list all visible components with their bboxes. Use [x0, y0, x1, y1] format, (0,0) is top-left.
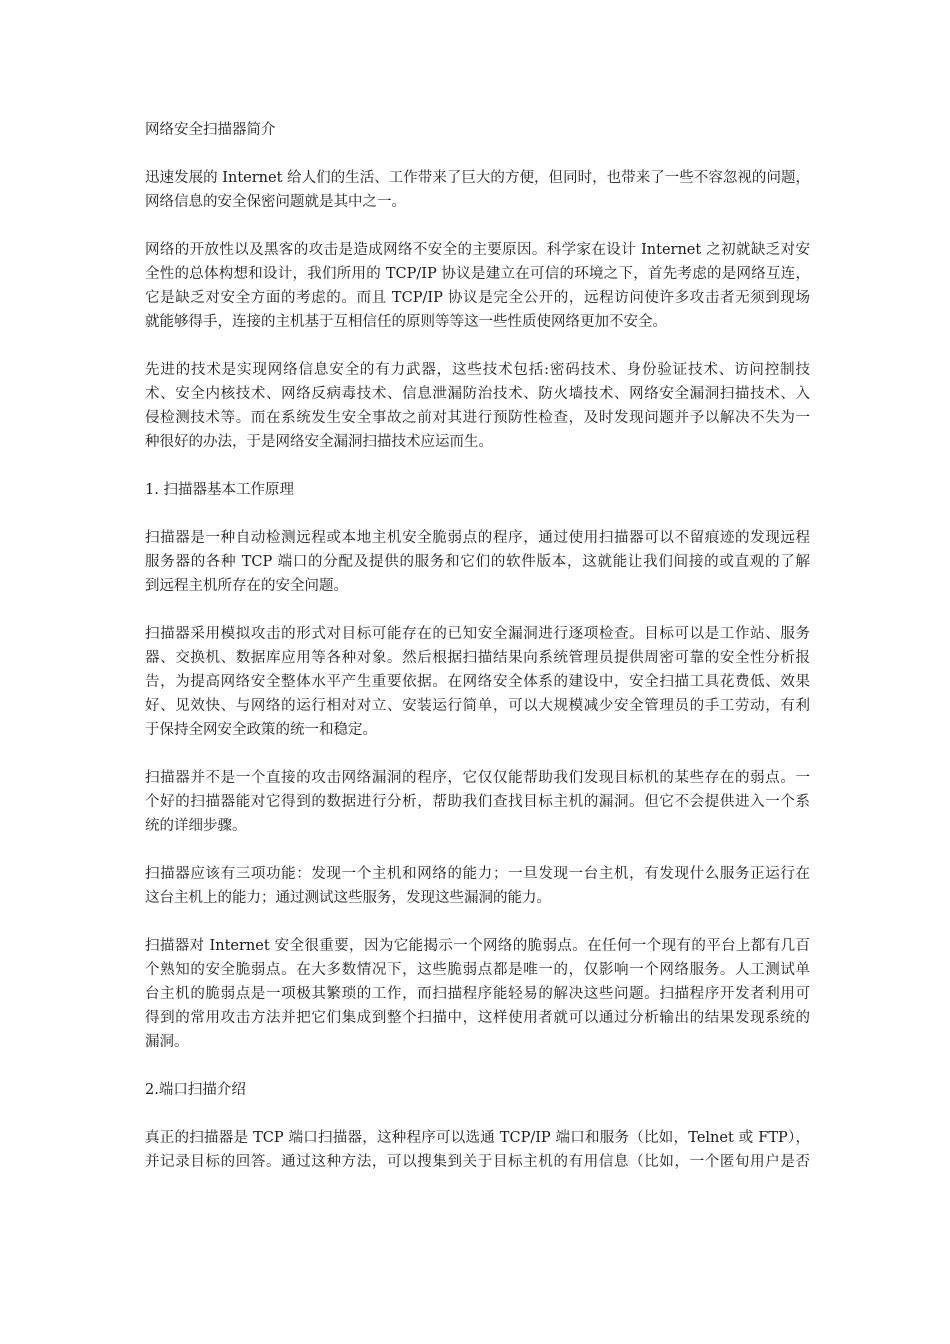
text-line: 器、交换机、数据库应用等各种对象。然后根据扫描结果向系统管理员提供周密可靠的安全性分析报: [145, 650, 810, 666]
text-line: 术、安全内核技术、网络反病毒技术、信息泄漏防治技术、防火墙技术、网络安全漏洞扫描技术、入: [145, 386, 810, 402]
section-heading-1: [145, 478, 810, 502]
text-line: 就能够得手，连接的主机基于互相信任的原则等等这一些性质使网络更加不安全。: [145, 314, 667, 330]
text-line: 并记录目标的回答。通过这种方法，可以搜集到关于目标主机的有用信息（比如，一个匿旬用户是否: [145, 1154, 810, 1170]
text-line: 告，为提高网络安全整体水平产生重要依据。在网络安全体系的建设中，安全扫描工具花费低、效果: [145, 674, 810, 690]
paragraph-scanner-method: [145, 622, 810, 742]
section-heading-2: [145, 1078, 810, 1102]
text-line: 侵检测技术等。而在系统发生安全事故之前对其进行预防性检查，及时发现问题并予以解决不失为一: [145, 410, 810, 426]
text-line: 扫描器应该有三项功能：发现一个主机和网络的能力；一旦发现一台主机，有发现什么服务正运行在: [145, 866, 810, 882]
text-line: 个好的扫描器能对它得到的数据进行分析，帮助我们查找目标主机的漏洞。但它不会提供进入一个系: [145, 794, 810, 810]
text-line: 迅速发展的 Internet 给人们的生活、工作带来了巨大的方便，但同时，也带来了一些不容忽视的问题，: [145, 170, 810, 186]
paragraph-scanner-definition: [145, 526, 810, 598]
text-line: 扫描器是一种自动检测远程或本地主机安全脆弱点的程序，通过使用扫描器可以不留痕迹的发现远程: [145, 530, 810, 546]
text-line: 种很好的办法，于是网络安全漏洞扫描技术应运而生。: [145, 434, 493, 450]
text-line: 网络的开放性以及黑客的攻击是造成网络不安全的主要原因。科学家在设计 Internet 之初就缺乏对安: [145, 242, 810, 258]
text-line: 统的详细步骤。: [145, 818, 247, 834]
text-line: 扫描器并不是一个直接的攻击网络漏洞的程序，它仅仅能帮助我们发现目标机的某些存在的弱点。一: [145, 770, 810, 786]
text-line: 它是缺乏对安全方面的考虑的。而且 TCP/IP 协议是完全公开的，远程访问使许多攻击者无须到现场: [145, 290, 810, 306]
text-line: 真正的扫描器是 TCP 端口扫描器，这种程序可以选通 TCP/IP 端口和服务（比如，Telnet 或 FTP），: [145, 1130, 810, 1146]
document-title: [145, 118, 810, 142]
text-line: 到远程主机所存在的安全问题。: [145, 578, 348, 594]
text-line: 台主机的脆弱点是一项极其繁琐的工作，而扫描程序能轻易的解决这些问题。扫描程序开发者利用可: [145, 986, 810, 1002]
text-line: 网络信息的安全保密问题就是其中之一。: [145, 194, 406, 210]
paragraph-importance: [145, 934, 810, 1054]
paragraph-scanner-not-attack: [145, 766, 810, 838]
text-line: 扫描器对 Internet 安全很重要，因为它能揭示一个网络的脆弱点。在任何一个现有的平台上都有几百: [145, 938, 810, 954]
text-line: 漏洞。: [145, 1034, 189, 1050]
document-body: [145, 118, 810, 1198]
title-text: 网络安全扫描器简介: [145, 122, 276, 138]
text-line: 全性的总体构想和设计，我们所用的 TCP/IP 协议是建立在可信的环境之下，首先考虑的是网络互连，: [145, 266, 810, 282]
text-line: 于保持全网安全政策的统一和稳定。: [145, 722, 377, 738]
paragraph-intro: [145, 166, 810, 214]
paragraph-port-scan: [145, 1126, 810, 1174]
paragraph-three-functions: [145, 862, 810, 910]
text-line: 扫描器采用模拟攻击的形式对目标可能存在的已知安全漏洞进行逐项检查。目标可以是工作站、服务: [145, 626, 810, 642]
text-line: 个熟知的安全脆弱点。在大多数情况下，这些脆弱点都是唯一的，仅影响一个网络服务。人工测试单: [145, 962, 810, 978]
paragraph-technology: [145, 358, 810, 454]
text-line: 先进的技术是实现网络信息安全的有力武器，这些技术包括:密码技术、身份验证技术、访问控制技: [145, 362, 810, 378]
text-line: 服务器的各种 TCP 端口的分配及提供的服务和它们的软件版本，这就能让我们间接的或直观的了解: [145, 554, 810, 570]
text-line: 得到的常用攻击方法并把它们集成到整个扫描中，这样使用者就可以通过分析输出的结果发现系统的: [145, 1010, 810, 1026]
heading-text: 1. 扫描器基本工作原理: [145, 482, 294, 498]
text-line: 好、见效快、与网络的运行相对对立、安装运行简单，可以大规模减少安全管理员的手工劳动，有利: [145, 698, 810, 714]
heading-text: 2.端口扫描介绍: [145, 1082, 246, 1098]
paragraph-openness: [145, 238, 810, 334]
text-line: 这台主机上的能力；通过测试这些服务，发现这些漏洞的能力。: [145, 890, 551, 906]
